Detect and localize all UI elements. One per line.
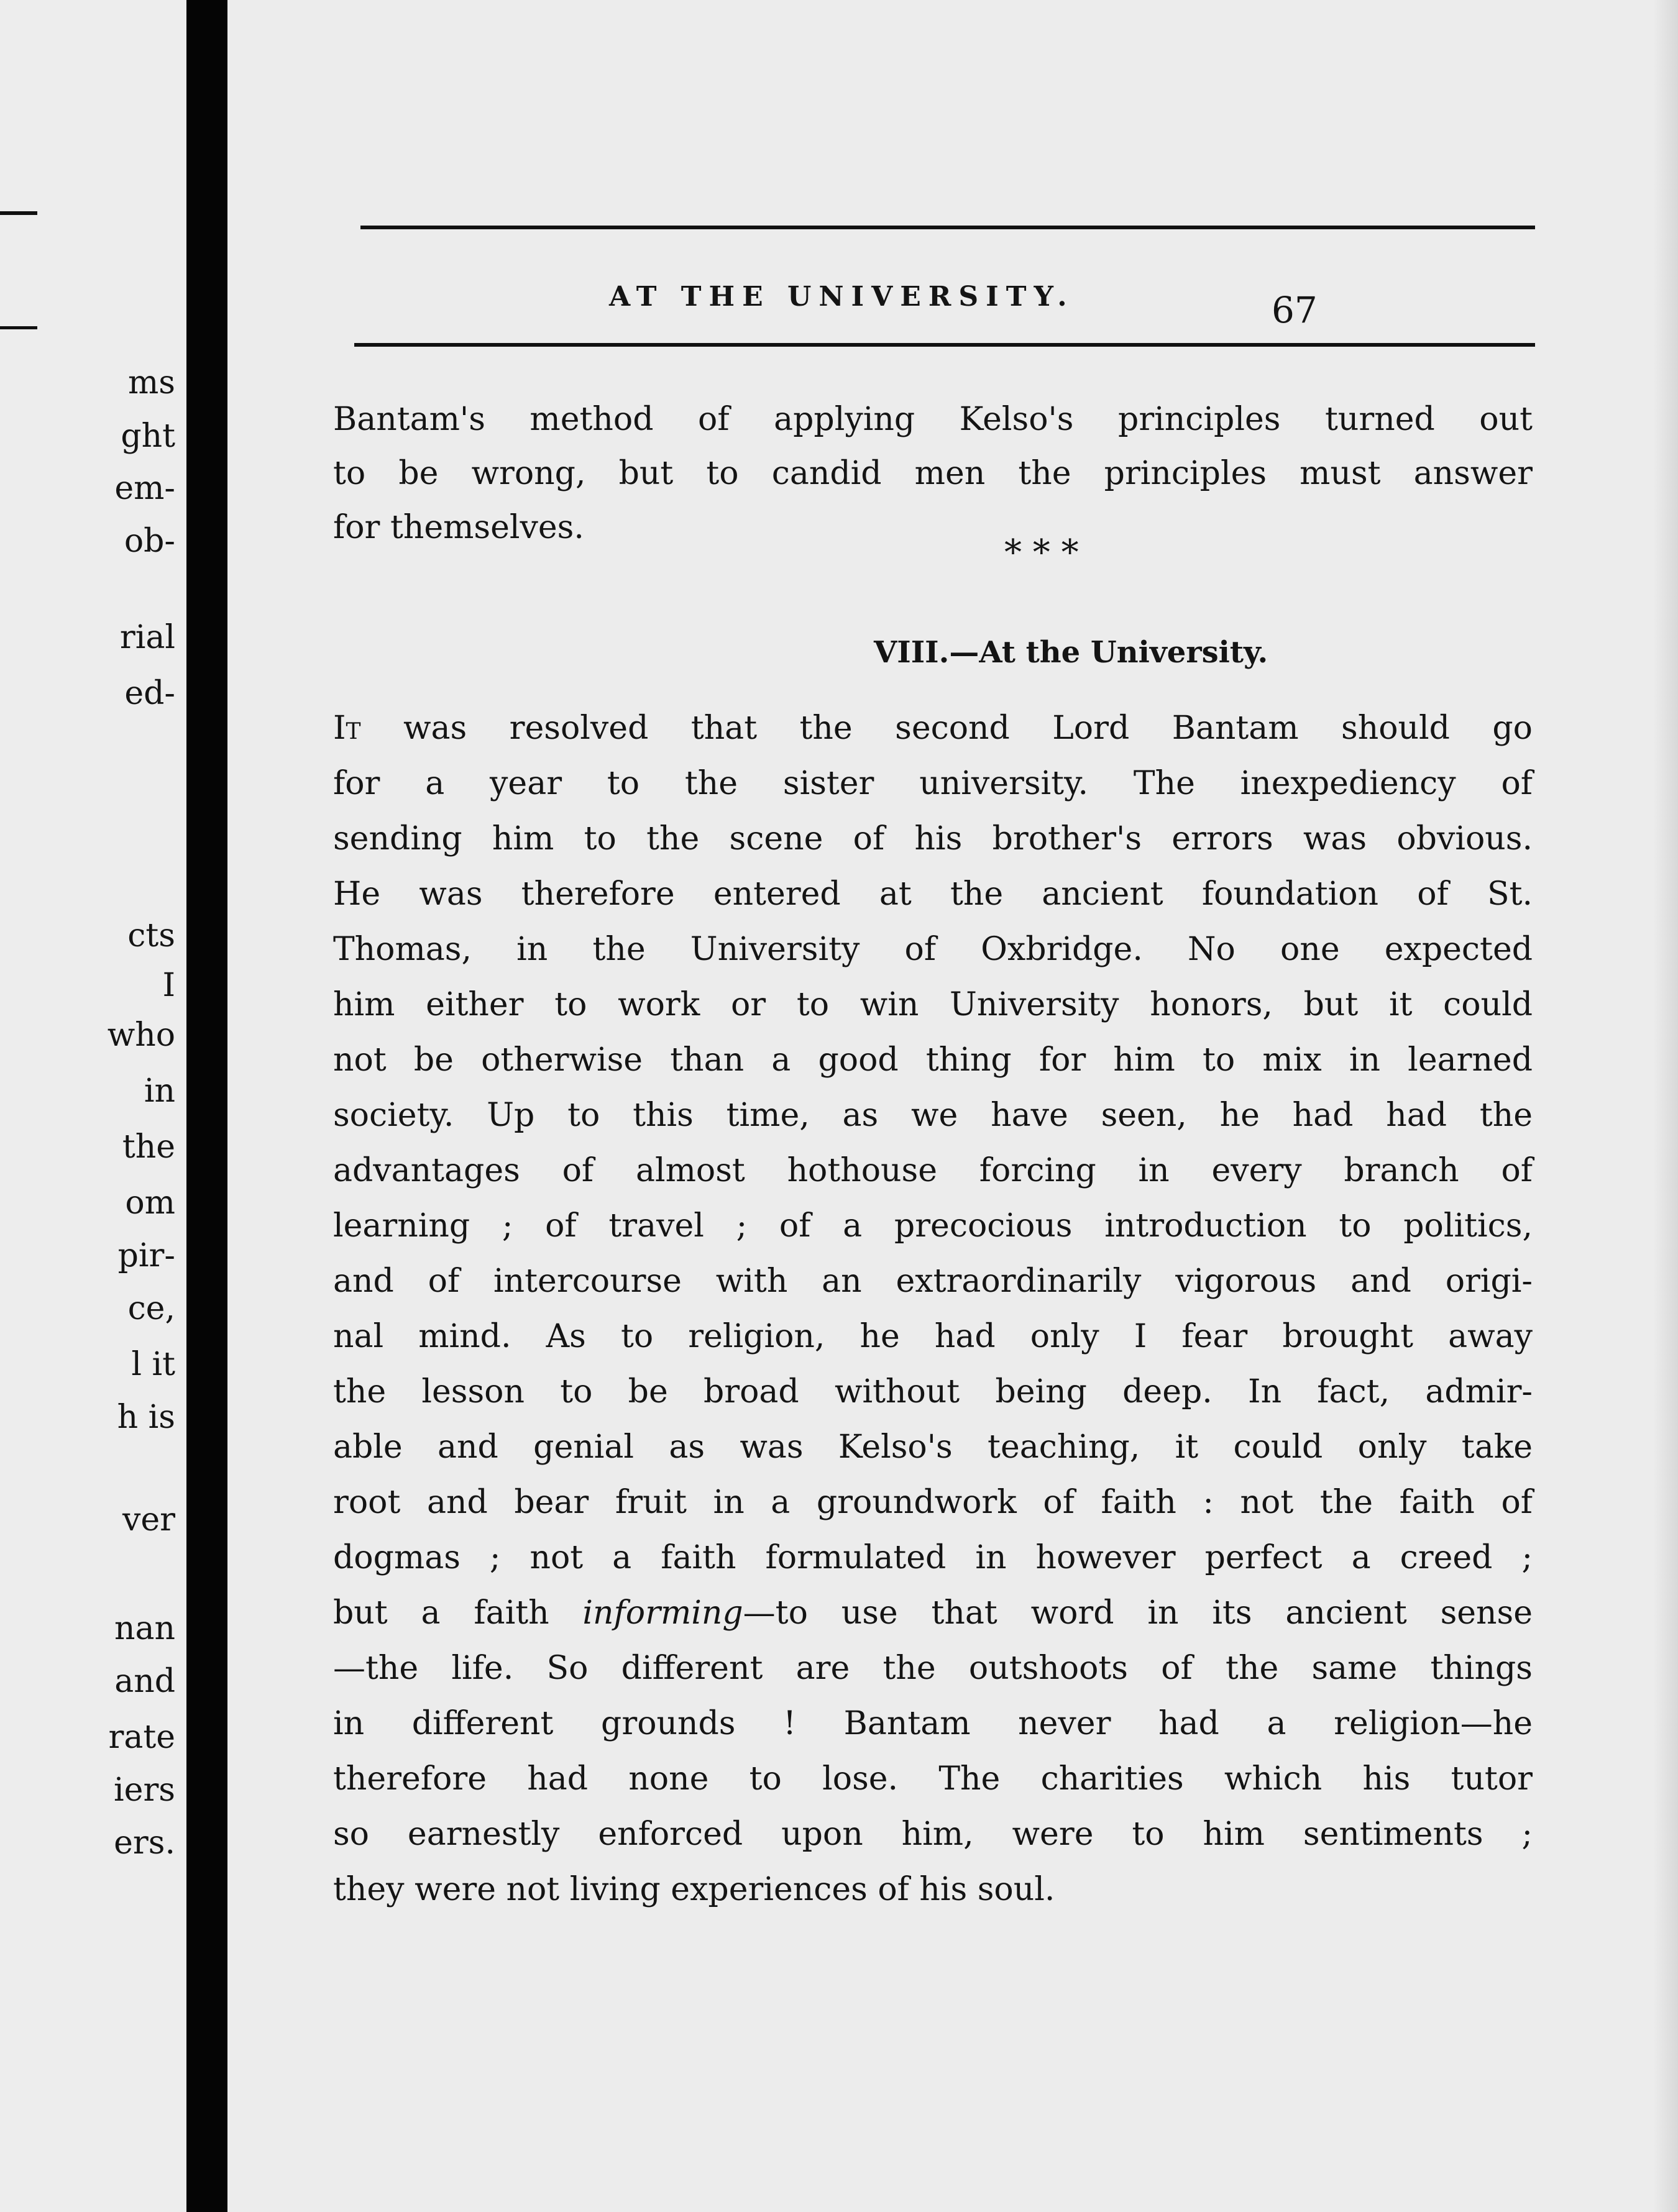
running-head: AT THE UNIVERSITY. bbox=[609, 281, 1075, 313]
left-page-rule bbox=[0, 326, 37, 329]
drop-word: It bbox=[333, 710, 361, 747]
text-line: not be otherwise than a good thing for him to mix in learned bbox=[333, 1041, 1533, 1079]
left-page-text-fragment: the bbox=[122, 1128, 175, 1166]
left-page-text-fragment: ers. bbox=[114, 1824, 175, 1862]
left-page-text-fragment: em- bbox=[114, 470, 175, 507]
left-page-text-fragment: cts bbox=[127, 917, 175, 954]
text-line: It was resolved that the second Lord Bantam should go bbox=[333, 710, 1533, 747]
left-page-text-fragment: ght bbox=[121, 418, 175, 455]
left-page-strip bbox=[0, 0, 186, 2212]
left-page-text-fragment: ce, bbox=[127, 1290, 175, 1327]
left-page-text-fragment: iers bbox=[114, 1771, 175, 1809]
text-line: they were not living experiences of his soul. bbox=[333, 1871, 1055, 1908]
left-page-text-fragment: rate bbox=[108, 1719, 175, 1756]
text-line: advantages of almost hothouse forcing in every branch of bbox=[333, 1152, 1533, 1189]
left-page-text-fragment: ver bbox=[122, 1501, 175, 1538]
text-line: sending him to the scene of his brother's errors was obvious. bbox=[333, 820, 1533, 857]
left-page-text-fragment: h is bbox=[117, 1399, 175, 1436]
text-line: Thomas, in the University of Oxbridge. No one expected bbox=[333, 931, 1533, 968]
text-line: society. Up to this time, as we have seen, he had had the bbox=[333, 1097, 1533, 1134]
left-page-rule bbox=[0, 211, 37, 215]
text-line: —the life. So different are the outshoots of the same things bbox=[333, 1650, 1533, 1687]
text-line: and of intercourse with an extraordinarily vigorous and origi- bbox=[333, 1263, 1533, 1300]
text-line: to be wrong, but to candid men the principles must answer bbox=[333, 455, 1533, 492]
text-line: so earnestly enforced upon him, were to him sentiments ; bbox=[333, 1816, 1533, 1853]
left-page-text-fragment: nan bbox=[114, 1610, 175, 1647]
left-page-text-fragment: l it bbox=[131, 1346, 175, 1383]
header-rule-top bbox=[360, 226, 1535, 229]
text-line: him either to work or to win University honors, but it could bbox=[333, 986, 1533, 1023]
left-page-text-fragment: pir- bbox=[117, 1237, 175, 1274]
left-page-text-fragment: in bbox=[144, 1072, 175, 1110]
text-line: able and genial as was Kelso's teaching, it could only take bbox=[333, 1428, 1533, 1466]
text-line: for a year to the sister university. The inexpediency of bbox=[333, 765, 1533, 802]
text-line: therefore had none to lose. The charities which his tutor bbox=[333, 1760, 1533, 1798]
left-page-text-fragment: ms bbox=[128, 364, 175, 401]
text-line: learning ; of travel ; of a precocious introduction to politics, bbox=[333, 1207, 1533, 1245]
intro-paragraph bbox=[333, 393, 1533, 555]
page-number: 67 bbox=[1272, 289, 1318, 331]
italic-word: informing bbox=[582, 1594, 743, 1632]
left-page-text-fragment: I bbox=[162, 967, 175, 1004]
text-line: dogmas ; not a faith formulated in however perfect a creed ; bbox=[333, 1539, 1533, 1576]
text-line: but a faith informing—to use that word in its ancient sense bbox=[333, 1594, 1533, 1632]
text-line: He was therefore entered at the ancient foundation of St. bbox=[333, 875, 1533, 913]
main-paragraph bbox=[333, 701, 1533, 1917]
book-gutter bbox=[186, 0, 227, 2212]
left-page-text-fragment: who bbox=[107, 1017, 175, 1054]
text-line: for themselves. bbox=[333, 509, 584, 546]
left-page-text-fragment: rial bbox=[119, 619, 175, 656]
right-page bbox=[227, 0, 1678, 2212]
left-page-text-fragment: ob- bbox=[124, 523, 175, 560]
text-line: the lesson to be broad without being deep. In fact, admir- bbox=[333, 1373, 1533, 1410]
section-heading: VIII.—At the University. bbox=[874, 635, 1268, 670]
text-line: nal mind. As to religion, he had only I fear brought away bbox=[333, 1318, 1533, 1355]
left-page-text-fragment: ed- bbox=[124, 675, 175, 712]
left-page-text-fragment: om bbox=[125, 1184, 175, 1222]
header-rule-bottom bbox=[354, 343, 1535, 347]
text-line: Bantam's method of applying Kelso's principles turned out bbox=[333, 401, 1533, 438]
left-page-text-fragment: and bbox=[114, 1663, 175, 1700]
page-edge-shadow bbox=[1653, 0, 1678, 2212]
section-separator: * * * bbox=[1004, 532, 1079, 573]
text-line: root and bear fruit in a groundwork of faith : not the faith of bbox=[333, 1484, 1533, 1521]
text-line: in different grounds ! Bantam never had a religion—he bbox=[333, 1705, 1533, 1742]
